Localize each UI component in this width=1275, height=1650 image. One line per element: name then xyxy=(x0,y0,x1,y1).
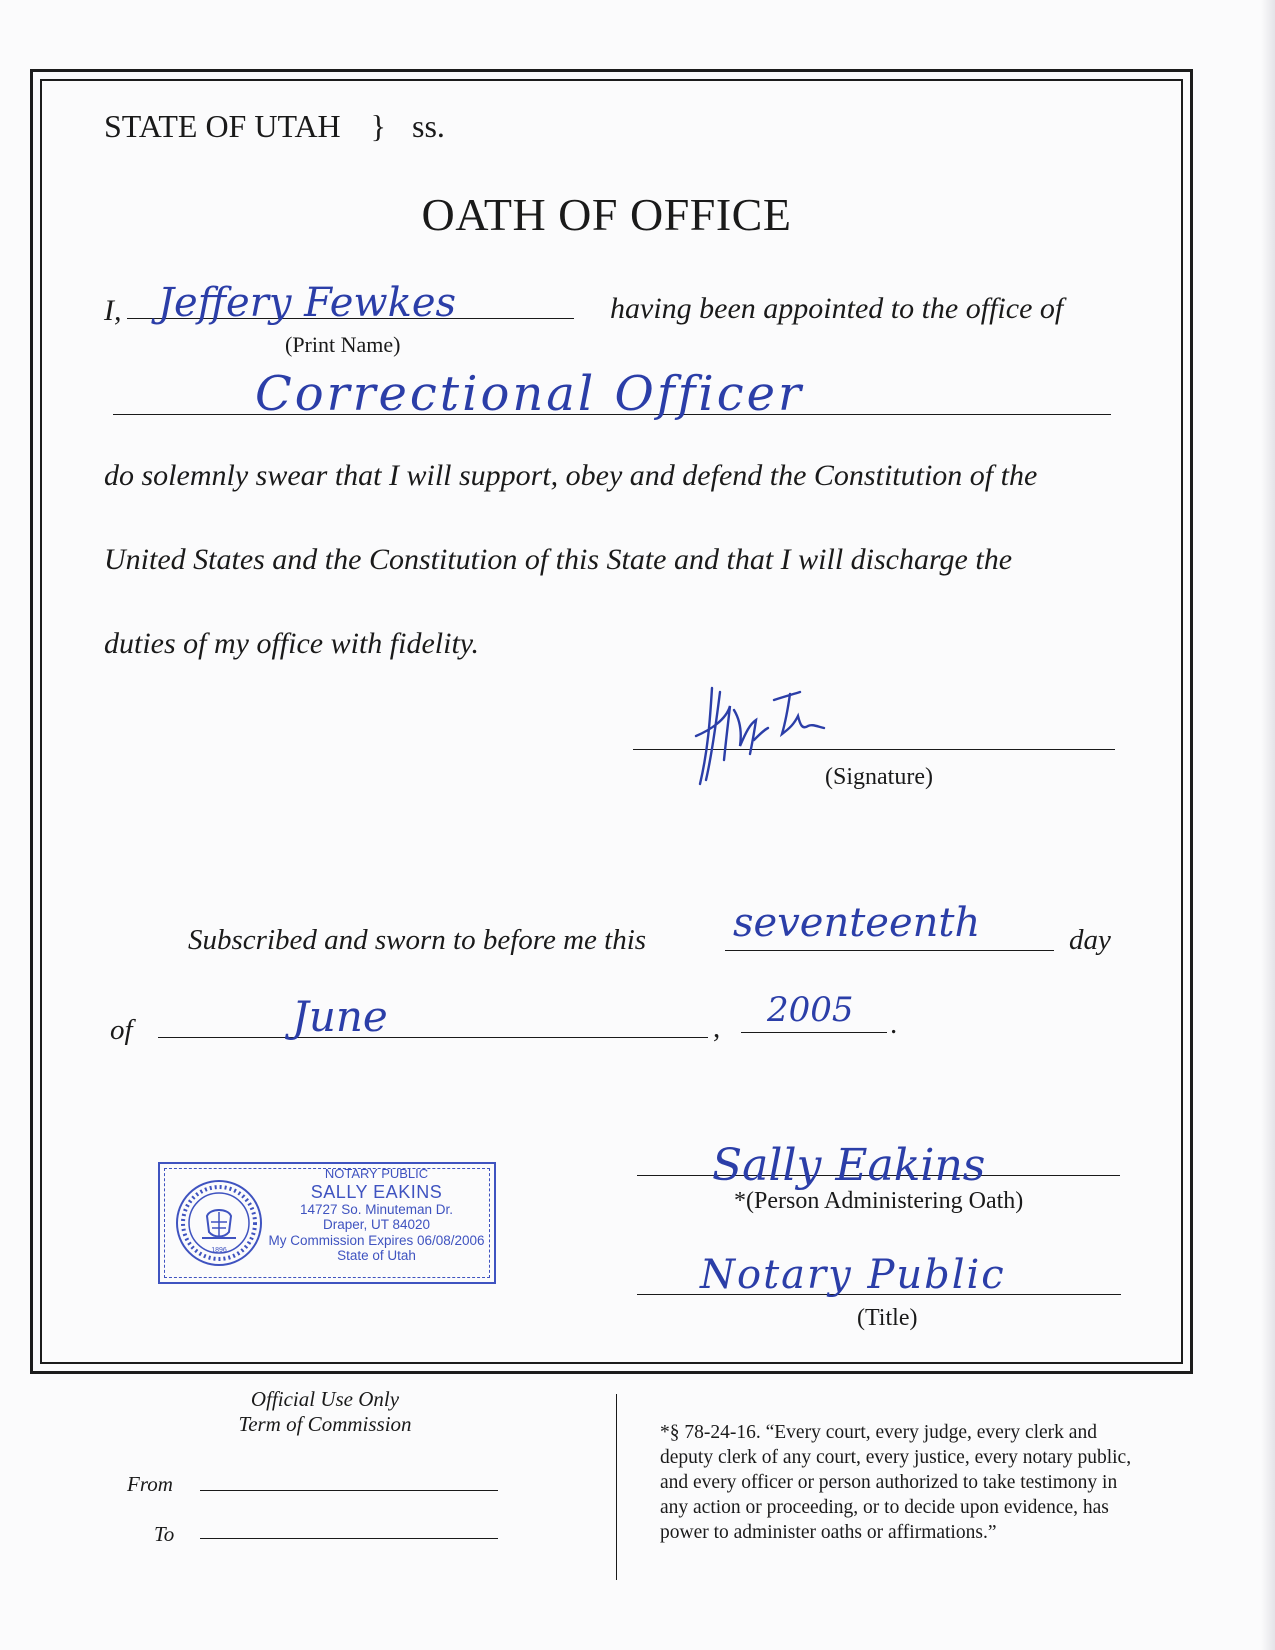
comma: , xyxy=(713,1012,721,1044)
state-heading xyxy=(104,108,445,145)
brace: } xyxy=(370,108,387,144)
administering-label: *(Person Administering Oath) xyxy=(734,1188,1024,1214)
from-label: From xyxy=(127,1472,173,1496)
stamp-state: State of Utah xyxy=(337,1248,416,1263)
handwritten-administering: Sally Eakins xyxy=(712,1140,986,1191)
state-seal-icon xyxy=(174,1178,264,1268)
state-name: STATE OF UTAH xyxy=(104,108,341,144)
signature-image xyxy=(690,680,830,790)
period: . xyxy=(890,1008,898,1040)
month-line xyxy=(158,1037,708,1038)
scan-edge xyxy=(1261,0,1275,1650)
oath-text-line-3: duties of my office with fidelity. xyxy=(104,627,479,660)
appointed-text: having been appointed to the office of xyxy=(610,292,1064,325)
of-label: of xyxy=(110,1014,133,1046)
i-label: I, xyxy=(104,294,122,327)
oath-text-line-1: do solemnly swear that I will support, obey and defend the Constitution of the xyxy=(104,459,1038,492)
year-line xyxy=(741,1032,887,1033)
ss-label: ss. xyxy=(412,108,445,144)
document-title: OATH OF OFFICE xyxy=(421,189,792,240)
to-label: To xyxy=(154,1522,175,1546)
signature-label: (Signature) xyxy=(825,764,933,790)
handwritten-name: Jeffery Fewkes xyxy=(158,280,457,326)
day-label: day xyxy=(1069,924,1111,956)
statute-line-2: deputy clerk of any court, every justice, every notary public, xyxy=(660,1447,1132,1468)
statute-line-4: any action or proceeding, or to decide upon evidence, has xyxy=(660,1497,1109,1518)
stamp-notary-public: NOTARY PUBLIC xyxy=(324,1166,429,1181)
handwritten-day: seventeenth xyxy=(733,900,981,946)
handwritten-year: 2005 xyxy=(767,990,854,1030)
svg-text:1896: 1896 xyxy=(211,1247,227,1254)
handwritten-office: Correctional Officer xyxy=(255,366,804,422)
statute-line-5: power to administer oaths or affirmations.” xyxy=(660,1522,997,1543)
from-line xyxy=(200,1490,498,1491)
print-name-label: (Print Name) xyxy=(285,332,401,357)
stamp-address-1: 14727 So. Minuteman Dr. xyxy=(299,1201,454,1217)
handwritten-title: Notary Public xyxy=(700,1252,1006,1298)
statute-note xyxy=(660,1420,1200,1545)
footer-divider xyxy=(616,1394,617,1580)
handwritten-month: June xyxy=(292,992,388,1041)
stamp-address-2: Draper, UT 84020 xyxy=(322,1217,431,1232)
statute-line-3: and every officer or person authorized to take testimony in xyxy=(660,1472,1118,1493)
statute-line-1: *§ 78-24-16. “Every court, every judge, every clerk and xyxy=(660,1422,1097,1443)
official-use-label: Official Use Only xyxy=(250,1387,400,1411)
subscribed-text: Subscribed and sworn to before me this xyxy=(188,924,647,956)
to-line xyxy=(200,1538,498,1539)
title-label: (Title) xyxy=(857,1305,918,1331)
notary-stamp xyxy=(158,1162,496,1284)
day-line xyxy=(725,950,1054,951)
oath-text-line-2: United States and the Constitution of this State and that I will discharge the xyxy=(104,543,1013,576)
stamp-commission: My Commission Expires 06/08/2006 xyxy=(268,1232,485,1248)
term-of-commission-label: Term of Commission xyxy=(238,1412,412,1436)
stamp-name: SALLY EAKINS xyxy=(310,1181,443,1202)
stamp-text xyxy=(265,1166,488,1264)
